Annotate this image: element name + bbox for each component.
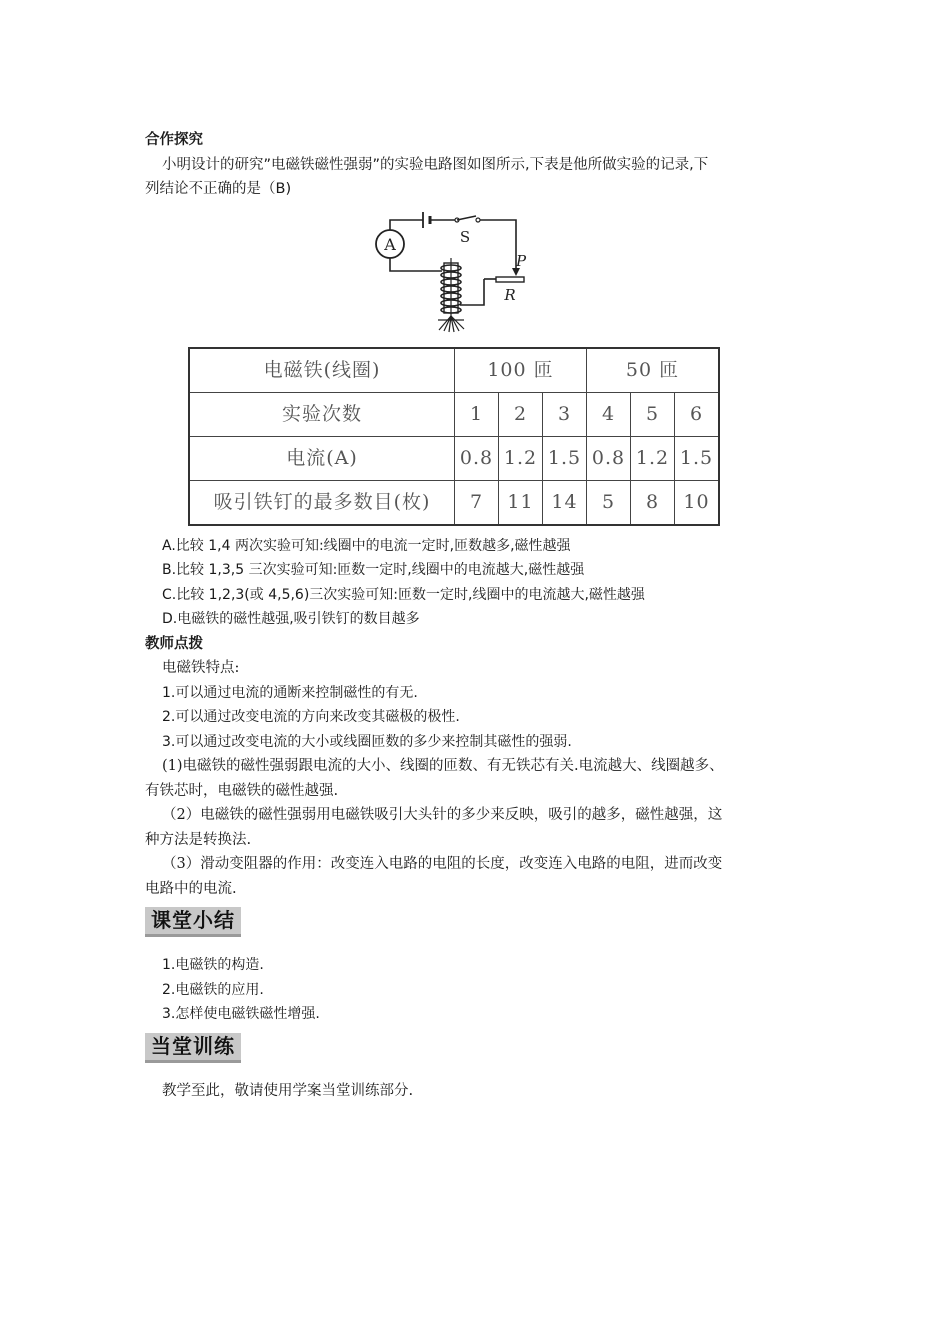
electromagnet-coil-icon bbox=[441, 258, 461, 320]
note-2-line-1: （2）电磁铁的磁性强弱用电磁铁吸引大头针的多少来反映，吸引的越多，磁性越强，这 bbox=[162, 807, 723, 823]
table-cell: 2 bbox=[499, 392, 543, 436]
table-cell: 11 bbox=[499, 480, 543, 525]
summary-item-3: 3.怎样使电磁铁磁性增强. bbox=[162, 1006, 320, 1022]
training-text: 教学至此，敬请使用学案当堂训练部分. bbox=[162, 1082, 414, 1099]
option-a: A.比较 1,4 两次实验可知:线圈中的电流一定时,匝数越多,磁性越强 bbox=[162, 537, 571, 554]
option-b: B.比较 1,3,5 三次实验可知:匝数一定时,线圈中的电流越大,磁性越强 bbox=[162, 562, 585, 578]
wire-top-left bbox=[390, 220, 423, 230]
option-d: D.电磁铁的磁性越强,吸引铁钉的数目越多 bbox=[162, 611, 420, 627]
table-cell: 电流(A) bbox=[189, 436, 455, 480]
switch-label: S bbox=[459, 227, 471, 246]
tips-point-1: 1.可以通过电流的通断来控制磁性的有无. bbox=[162, 684, 418, 701]
resistor-label: R bbox=[504, 285, 516, 304]
switch-contact-right bbox=[476, 218, 480, 222]
switch-blade bbox=[457, 216, 476, 220]
table-cell: 14 bbox=[543, 480, 587, 525]
table-cell: 100 匝 bbox=[455, 348, 587, 393]
slider-label: P bbox=[516, 251, 527, 270]
table-cell: 1.5 bbox=[675, 436, 720, 480]
table-row bbox=[189, 392, 719, 436]
table-cell: 1.5 bbox=[543, 436, 587, 480]
note-1-line-1: (1)电磁铁的磁性强弱跟电流的大小、线圈的匝数、有无铁芯有关.电流越大、线圈越多、 bbox=[162, 758, 724, 774]
resistor-icon bbox=[496, 277, 524, 282]
tips-point-2: 2.可以通过改变电流的方向来改变其磁极的极性. bbox=[162, 709, 460, 725]
document-content bbox=[145, 128, 810, 1103]
summary-item-2: 2.电磁铁的应用. bbox=[162, 981, 264, 998]
table-cell: 0.8 bbox=[587, 436, 631, 480]
question-line-2: 列结论不正确的是（B) bbox=[145, 181, 292, 197]
wire-top-right bbox=[480, 220, 516, 270]
training-banner: 当堂训练 bbox=[145, 1033, 241, 1063]
note-2-line-2: 种方法是转换法. bbox=[145, 831, 252, 848]
section-heading-teacher-tips: 教师点拨 bbox=[145, 635, 203, 652]
table-cell: 6 bbox=[675, 392, 720, 436]
ammeter-label: A bbox=[384, 234, 396, 254]
summary-banner: 课堂小结 bbox=[145, 907, 241, 937]
spacer bbox=[145, 1067, 810, 1079]
table-cell: 1.2 bbox=[499, 436, 543, 480]
iron-nails-icon bbox=[438, 316, 464, 332]
table-cell: 0.8 bbox=[455, 436, 499, 480]
question-line-1: 小明设计的研究”电磁铁磁性强弱”的实验电路图如图所示,下表是他所做实验的记录,下 bbox=[162, 156, 709, 173]
wire-resistor-coil bbox=[460, 279, 484, 305]
table-cell: 4 bbox=[587, 392, 631, 436]
option-c: C.比较 1,2,3(或 4,5,6)三次实验可知:匝数一定时,线圈中的电流越大,磁性越强 bbox=[162, 586, 645, 603]
table-row bbox=[189, 348, 719, 393]
table-cell: 3 bbox=[543, 392, 587, 436]
tips-point-3: 3.可以通过改变电流的大小或线圈匝数的多少来控制其磁性的强弱. bbox=[162, 733, 572, 750]
summary-item-1: 1.电磁铁的构造. bbox=[162, 957, 264, 973]
note-3-line-1: （3）滑动变阻器的作用：改变连入电路的电阻的长度，改变连入电路的电阻，进而改变 bbox=[162, 856, 723, 872]
section-heading-cooperative: 合作探究 bbox=[145, 132, 203, 148]
table-cell: 5 bbox=[587, 480, 631, 525]
experiment-table bbox=[188, 347, 720, 526]
note-1-line-2: 有铁芯时，电磁铁的磁性越强. bbox=[145, 782, 339, 799]
note-3-line-2: 电路中的电流. bbox=[145, 880, 237, 897]
table-cell: 电磁铁(线圈) bbox=[189, 348, 455, 393]
table-cell: 10 bbox=[675, 480, 720, 525]
table-row bbox=[189, 436, 719, 480]
table-cell: 1 bbox=[455, 392, 499, 436]
table-row bbox=[189, 480, 719, 525]
table-cell: 1.2 bbox=[631, 436, 675, 480]
table-cell: 吸引铁钉的最多数目(枚) bbox=[189, 480, 455, 525]
spacer bbox=[145, 941, 810, 953]
circuit-diagram bbox=[360, 208, 525, 333]
table-cell: 8 bbox=[631, 480, 675, 525]
table-cell: 50 匝 bbox=[587, 348, 720, 393]
table-cell: 实验次数 bbox=[189, 392, 455, 436]
wire-ammeter-coil bbox=[390, 258, 442, 271]
tips-intro: 电磁铁特点: bbox=[162, 660, 240, 676]
table-cell: 7 bbox=[455, 480, 499, 525]
table-cell: 5 bbox=[631, 392, 675, 436]
